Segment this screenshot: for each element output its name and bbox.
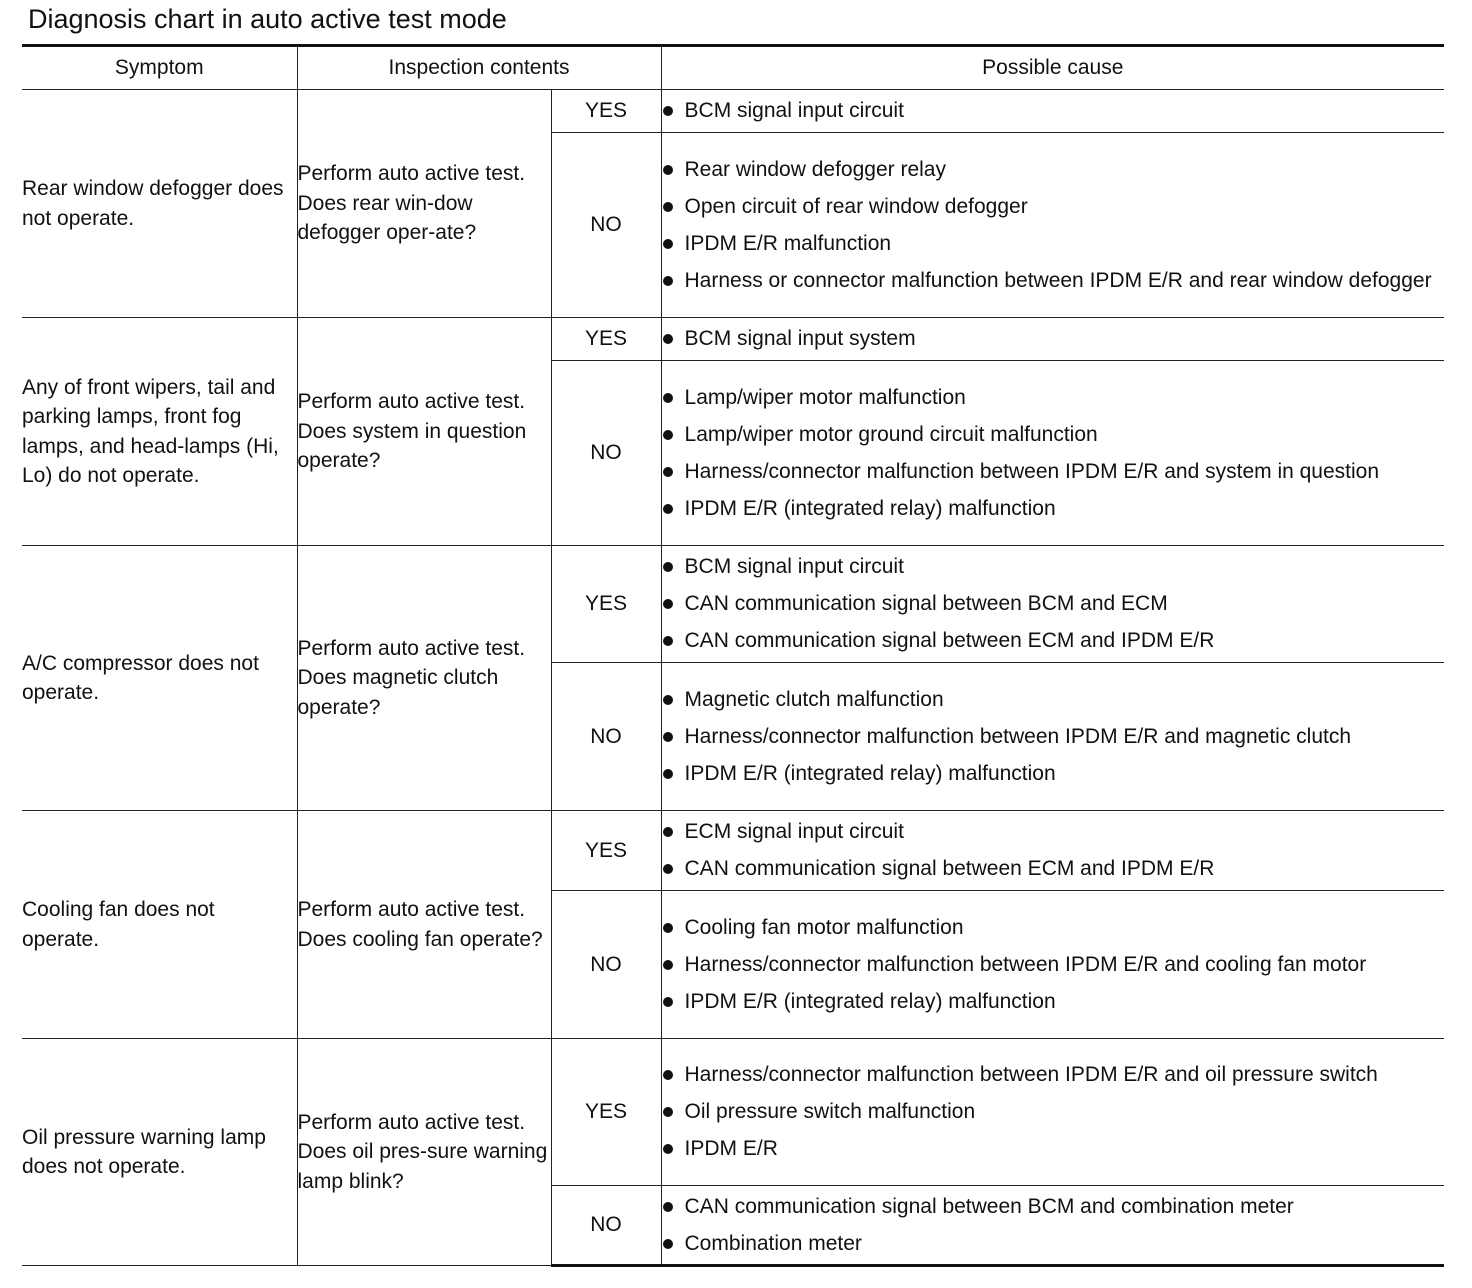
symptom-cell: Any of front wipers, tail and parking lamps, front fog lamps, and head-lamps (Hi, Lo) do not operate. [22, 318, 297, 546]
answer-yes: YES [551, 318, 661, 361]
cause-cell [661, 546, 1444, 663]
bullet-icon [663, 202, 673, 212]
cause-text: IPDM E/R (integrated relay) malfunction [684, 496, 1056, 520]
bullet-icon [663, 1202, 673, 1212]
diagnosis-table [22, 44, 1444, 1267]
cause-text: Lamp/wiper motor malfunction [684, 385, 966, 409]
cause-text: BCM signal input circuit [684, 99, 904, 123]
cause-text: Combination meter [684, 1231, 862, 1255]
cause-item [662, 266, 1445, 296]
cause-cell [661, 891, 1444, 1039]
cause-item [662, 759, 1445, 789]
cause-item [662, 420, 1445, 450]
answer-no: NO [551, 1186, 661, 1266]
cause-list [662, 96, 1445, 126]
cause-item [662, 913, 1445, 943]
bullet-icon [663, 636, 673, 646]
cause-cell [661, 663, 1444, 811]
table-row [22, 1039, 1444, 1186]
bullet-icon [663, 695, 673, 705]
cause-cell [661, 811, 1444, 891]
table-row [22, 318, 1444, 361]
bullet-icon [663, 1239, 673, 1249]
cause-item [662, 1060, 1445, 1090]
bullet-icon [663, 769, 673, 779]
cause-text: Magnetic clutch malfunction [684, 687, 944, 711]
symptom-cell: Cooling fan does not operate. [22, 811, 297, 1039]
bullet-icon [663, 827, 673, 837]
bullet-icon [663, 732, 673, 742]
cause-list [662, 383, 1445, 524]
cause-cell [661, 90, 1444, 133]
answer-yes: YES [551, 1039, 661, 1186]
bullet-icon [663, 393, 673, 403]
cause-item [662, 552, 1445, 582]
cause-item [662, 229, 1445, 259]
header-inspection-contents: Inspection contents [297, 46, 661, 90]
answer-yes: YES [551, 811, 661, 891]
cause-text: IPDM E/R malfunction [684, 231, 892, 255]
bullet-icon [663, 106, 673, 116]
cause-item [662, 155, 1445, 185]
cause-list [662, 552, 1445, 656]
cause-item [662, 1229, 1445, 1259]
cause-text: Harness or connector malfunction between IPDM E/R and rear window defogger [684, 268, 1432, 292]
bullet-icon [663, 599, 673, 609]
symptom-cell: A/C compressor does not operate. [22, 546, 297, 811]
bullet-icon [663, 960, 673, 970]
answer-no: NO [551, 133, 661, 318]
cause-text: CAN communication signal between BCM and ECM [684, 592, 1168, 616]
cause-text: Harness/connector malfunction between IPDM E/R and magnetic clutch [684, 724, 1352, 748]
cause-text: CAN communication signal between ECM and IPDM E/R [684, 857, 1215, 881]
cause-text: Cooling fan motor malfunction [684, 915, 964, 939]
cause-text: Harness/connector malfunction between IPDM E/R and oil pressure switch [684, 1063, 1378, 1087]
bullet-icon [663, 1107, 673, 1117]
cause-cell [661, 361, 1444, 546]
cause-cell [661, 318, 1444, 361]
cause-item [662, 1134, 1445, 1164]
cause-item [662, 494, 1445, 524]
bullet-icon [663, 504, 673, 514]
cause-item [662, 1192, 1445, 1222]
bullet-icon [663, 923, 673, 933]
inspection-cell: Perform auto active test. Does rear win-dow defogger oper-ate? [297, 90, 551, 318]
cause-text: Harness/connector malfunction between IPDM E/R and cooling fan motor [684, 952, 1367, 976]
inspection-cell: Perform auto active test. Does cooling fan operate? [297, 811, 551, 1039]
cause-item [662, 950, 1445, 980]
bullet-icon [663, 467, 673, 477]
table-row [22, 90, 1444, 133]
cause-cell [661, 1039, 1444, 1186]
bullet-icon [663, 562, 673, 572]
bullet-icon [663, 997, 673, 1007]
cause-item [662, 457, 1445, 487]
answer-yes: YES [551, 90, 661, 133]
cause-item [662, 722, 1445, 752]
inspection-cell: Perform auto active test. Does oil pres-sure warning lamp blink? [297, 1039, 551, 1266]
cause-item [662, 589, 1445, 619]
cause-item [662, 383, 1445, 413]
cause-item [662, 817, 1445, 847]
page-title: Diagnosis chart in auto active test mode [28, 4, 507, 34]
table-row [22, 546, 1444, 663]
cause-list [662, 817, 1445, 884]
cause-item [662, 96, 1445, 126]
cause-list [662, 155, 1445, 296]
header-row [22, 46, 1444, 90]
cause-text: Harness/connector malfunction between IPDM E/R and system in question [684, 459, 1380, 483]
answer-no: NO [551, 663, 661, 811]
cause-text: Oil pressure switch malfunction [684, 1100, 976, 1124]
cause-text: CAN communication signal between ECM and IPDM E/R [684, 629, 1215, 653]
cause-text: Lamp/wiper motor ground circuit malfunction [684, 422, 1098, 446]
cause-text: BCM signal input circuit [684, 555, 904, 579]
inspection-cell: Perform auto active test. Does magnetic clutch operate? [297, 546, 551, 811]
cause-cell [661, 133, 1444, 318]
cause-text: IPDM E/R (integrated relay) malfunction [684, 761, 1056, 785]
cause-text: IPDM E/R (integrated relay) malfunction [684, 989, 1056, 1013]
cause-text: Rear window defogger relay [684, 157, 946, 181]
symptom-cell: Rear window defogger does not operate. [22, 90, 297, 318]
cause-text: CAN communication signal between BCM and combination meter [684, 1194, 1294, 1218]
bullet-icon [663, 276, 673, 286]
cause-list [662, 1060, 1445, 1164]
answer-no: NO [551, 361, 661, 546]
cause-list [662, 913, 1445, 1017]
bullet-icon [663, 165, 673, 175]
cause-item [662, 324, 1445, 354]
cause-text: Open circuit of rear window defogger [684, 194, 1028, 218]
symptom-cell: Oil pressure warning lamp does not operate. [22, 1039, 297, 1266]
cause-list [662, 1192, 1445, 1259]
cause-list [662, 685, 1445, 789]
bullet-icon [663, 1144, 673, 1154]
answer-no: NO [551, 891, 661, 1039]
header-symptom: Symptom [22, 46, 297, 90]
bullet-icon [663, 864, 673, 874]
header-possible-cause: Possible cause [661, 46, 1444, 90]
bullet-icon [663, 430, 673, 440]
bullet-icon [663, 239, 673, 249]
bullet-icon [663, 1070, 673, 1080]
cause-item [662, 685, 1445, 715]
cause-item [662, 192, 1445, 222]
cause-item [662, 626, 1445, 656]
inspection-cell: Perform auto active test. Does system in question operate? [297, 318, 551, 546]
cause-text: ECM signal input circuit [684, 820, 904, 844]
table-body [22, 90, 1444, 1266]
cause-item [662, 854, 1445, 884]
cause-text: BCM signal input system [684, 327, 916, 351]
cause-item [662, 1097, 1445, 1127]
table-row [22, 811, 1444, 891]
answer-yes: YES [551, 546, 661, 663]
bullet-icon [663, 334, 673, 344]
cause-cell [661, 1186, 1444, 1266]
cause-list [662, 324, 1445, 354]
cause-item [662, 987, 1445, 1017]
cause-text: IPDM E/R [684, 1137, 778, 1161]
